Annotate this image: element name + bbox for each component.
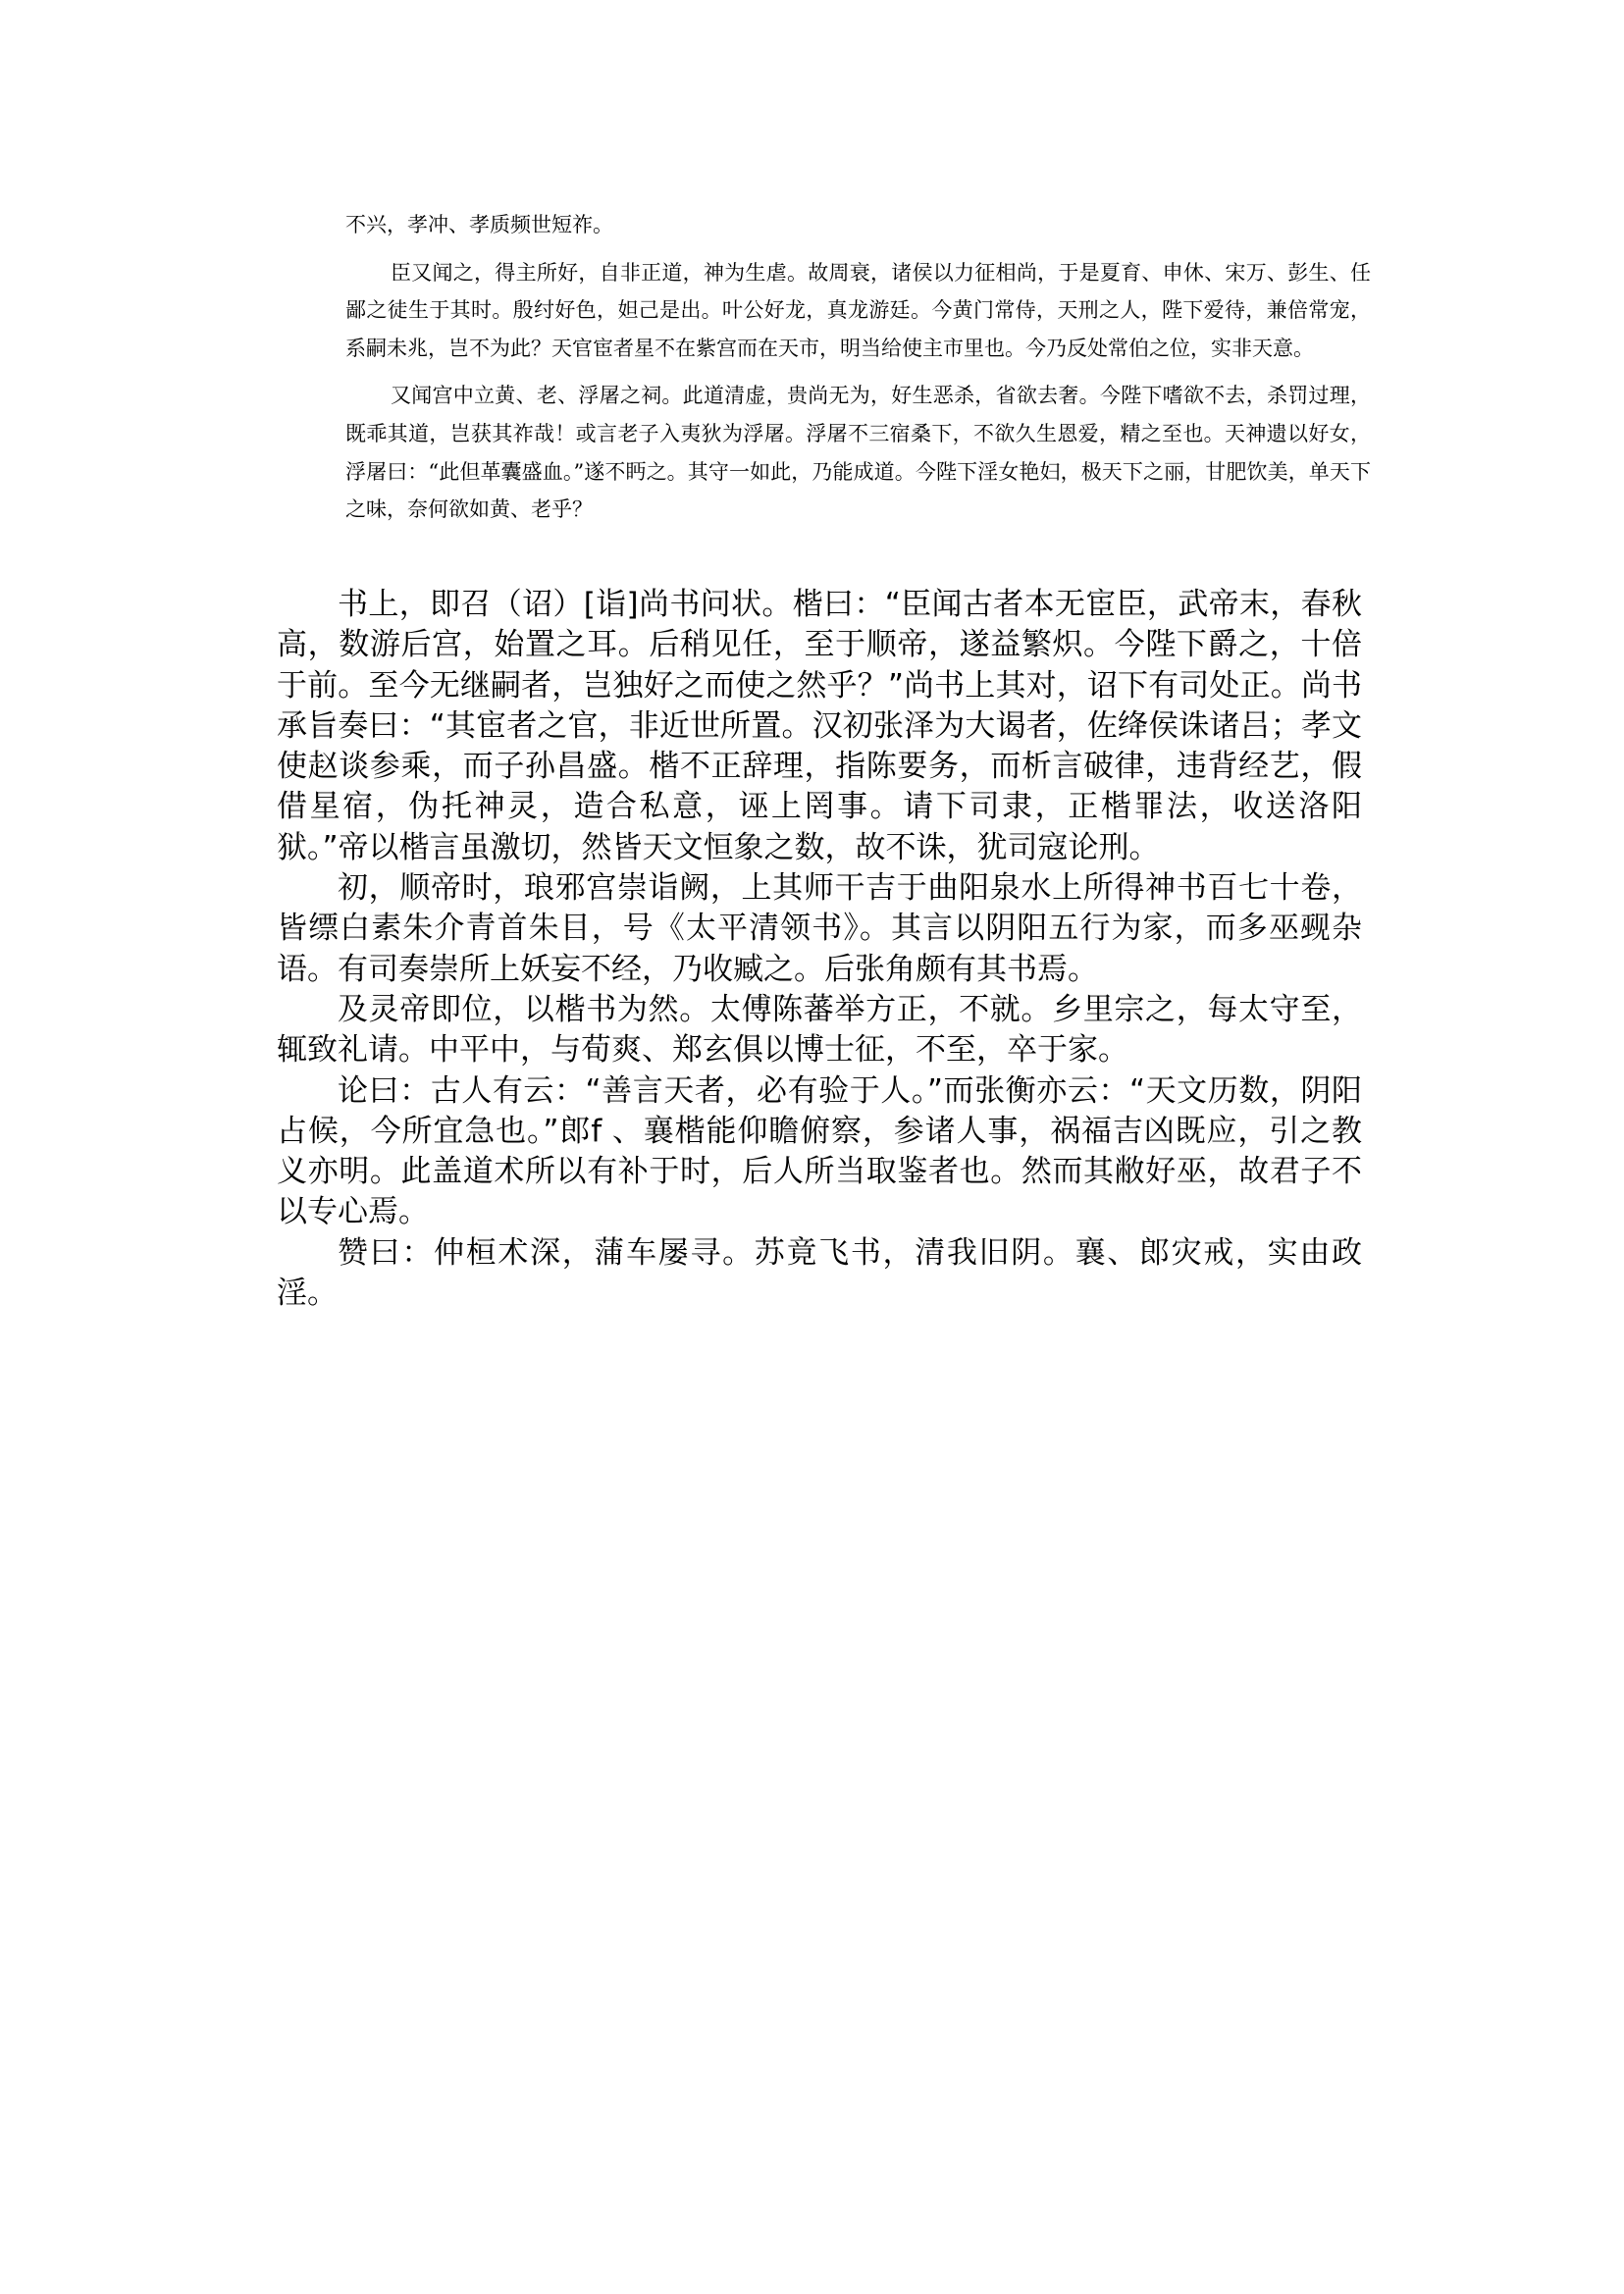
- body-paragraph: 及灵帝即位，以楷书为然。太傅陈蕃举方正，不就。乡里宗之，每太守至，辄致礼请。中平中，与荀爽、郑玄俱以博士征，不至，卒于家。: [277, 991, 1362, 1069]
- memorial-quote-block: [345, 206, 1371, 529]
- quote-paragraph: 又闻宫中立黄、老、浮屠之祠。此道清虚，贵尚无为，好生恶杀，省欲去奢。今陛下嗜欲不去，杀罚过理，既乖其道，岂获其祚哉！或言老子入夷狄为浮屠。浮屠不三宿桑下，不欲久生恩爱，精之至也。天神遗以好女，浮屠曰：“此但革囊盛血。”遂不眄之。其守一如此，乃能成道。今陛下淫女艳妇，极天下之丽，甘肥饮美，单天下之味，奈何欲如黄、老乎？: [345, 384, 1371, 522]
- quote-paragraph: 不兴，孝冲、孝质频世短祚。: [345, 213, 613, 236]
- commentary-paragraph: 论曰：古人有云：“善言天者，必有验于人。”而张衡亦云：“天文历数，阴阳占候，今所宜急也。”郎f 、襄楷能仰瞻俯察，参诸人事，祸福吉凶既应，引之教义亦明。此盖道术所以有补于时，后人所当取鉴者也。然而其敝好巫，故君子不以专心焉。: [277, 1072, 1362, 1230]
- eulogy-paragraph: 赞曰：仲桓术深，蒲车屡寻。苏竟飞书，清我旧阴。襄、郎灾戒，实由政淫。: [277, 1234, 1362, 1312]
- body-paragraph: 初，顺帝时，琅邪宫崇诣阙，上其师干吉于曲阳泉水上所得神书百七十卷，皆缥白素朱介青首朱目，号《太平清领书》。其言以阴阳五行为家，而多巫觋杂语。有司奏崇所上妖妄不经，乃收臧之。后张角颇有其书焉。: [277, 870, 1362, 987]
- body-paragraph: 书上，即召（诏）[诣]尚书问状。楷曰：“臣闻古者本无宦臣，武帝末，春秋高，数游后宫，始置之耳。后稍见任，至于顺帝，遂益繁炽。今陛下爵之，十倍于前。至今无继嗣者，岂独好之而使之然乎？”尚书上其对，诏下有司处正。尚书承旨奏曰：“其宦者之官，非近世所置。汉初张泽为大谒者，佐绛侯诛诸吕；孝文使赵谈参乘，而子孙昌盛。楷不正辞理，指陈要务，而析言破律，违背经艺，假借星宿，伪托神灵，造合私意，诬上罔事。请下司隶，正楷罪法，收送洛阳狱。”帝以楷言虽激切，然皆天文恒象之数，故不诛，犹司寇论刑。: [277, 587, 1362, 865]
- quote-paragraph: 臣又闻之，得主所好，自非正道，神为生虐。故周衰，诸侯以力征相尚，于是夏育、申休、宋万、彭生、任鄙之徒生于其时。殷纣好色，妲己是出。叶公好龙，真龙游廷。今黄门常侍，天刑之人，陛下爱待，兼倍常宠，系嗣未兆，岂不为此？天官宦者星不在紫宫而在天市，明当给使主市里也。今乃反处常伯之位，实非天意。: [345, 260, 1371, 360]
- main-text-block: [277, 585, 1362, 1314]
